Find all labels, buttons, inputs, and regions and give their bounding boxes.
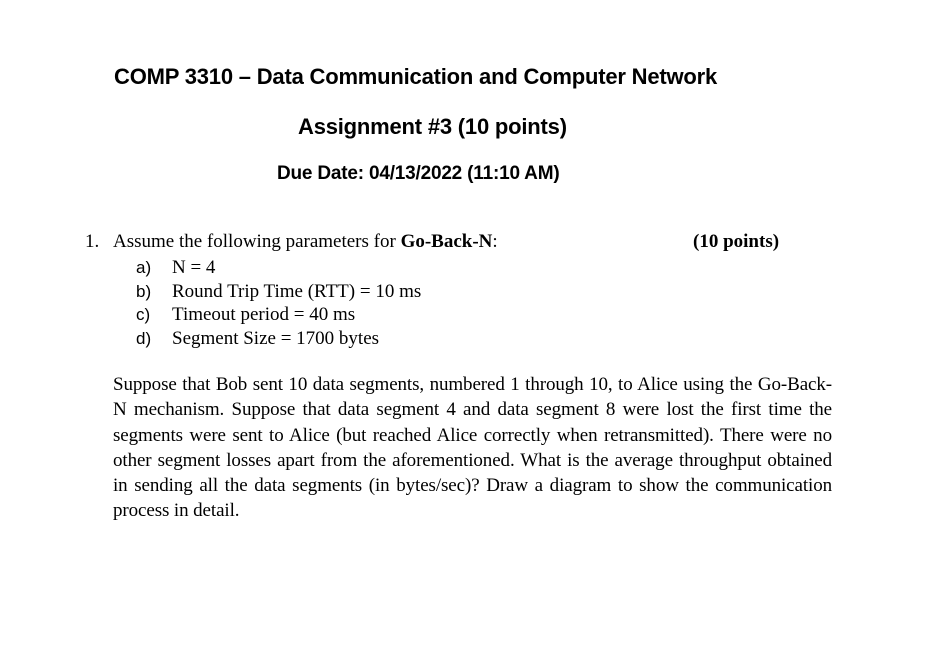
parameter-marker: c) [136,305,151,324]
question-number: 1. [85,231,100,252]
question-block [85,229,845,254]
parameter-marker: a) [136,258,152,277]
parameter-text: Timeout period = 40 ms [172,304,356,325]
due-date: Due Date: 04/13/2022 (11:10 AM) [277,163,560,184]
question-intro-suffix: : [492,231,498,252]
question-intro-prefix: Assume the following parameters for [113,231,401,252]
parameter-item [136,256,636,280]
parameter-item [136,327,636,351]
parameter-list [136,256,636,350]
problem-statement: Suppose that Bob sent 10 data segments, numbered 1 through 10, to Alice using the Go-Back-N mechanism. Suppose that data segment 4 and data segment 8 were lost the first time the segments were sent to Alice (but reached Alice correctly when retransmitted). There were no other segment losses apart from the aforementioned. What is the average throughput obtained in sending all the data segments (in bytes/sec)? Draw a diagram to show the communication process in detail. [113,374,832,522]
question-header [85,229,845,254]
parameter-marker: b) [136,281,152,301]
parameter-marker: d) [136,328,152,348]
parameter-item [136,280,636,304]
parameter-text: Segment Size = 1700 bytes [172,327,380,349]
question-intro [113,229,498,254]
course-title: COMP 3310 – Data Communication and Computer Network [114,64,718,89]
parameter-text: Round Trip Time (RTT) = 10 ms [172,280,422,302]
parameter-item [136,303,636,327]
question-points: (10 points) [693,231,780,252]
question-method: Go-Back-N [400,231,493,252]
assignment-title: Assignment #3 (10 points) [298,114,567,139]
parameter-text: N = 4 [172,257,216,278]
